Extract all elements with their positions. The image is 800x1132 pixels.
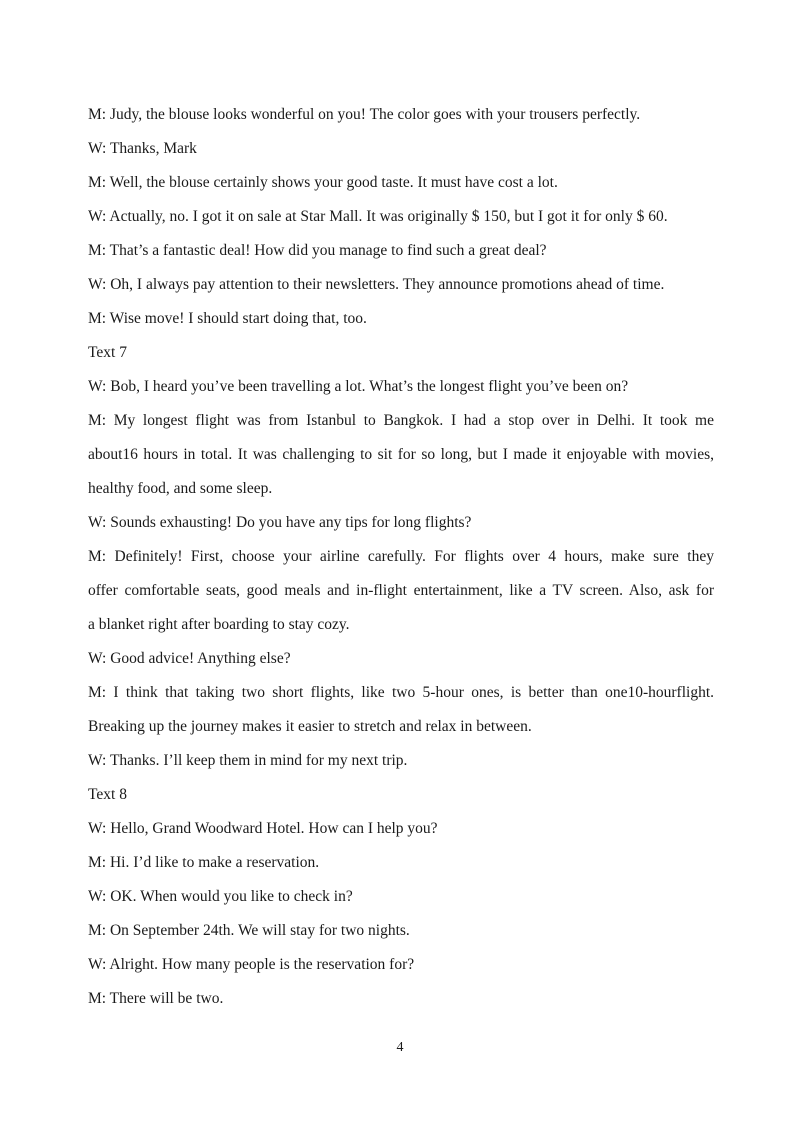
text-line: M: Wise move! I should start doing that, too. <box>88 310 367 327</box>
text-line: M: Judy, the blouse looks wonderful on you! The color goes with your trousers perfectly. <box>88 106 641 123</box>
text-line: M: I think that taking two short flights, like two 5-hour ones, is better than one10-hourflight. <box>88 684 714 701</box>
text-line: offer comfortable seats, good meals and in-flight entertainment, like a TV screen. Also, ask for <box>88 582 714 599</box>
text-line: M: On September 24th. We will stay for two nights. <box>88 922 410 939</box>
page-number: 4 <box>396 1040 404 1055</box>
text-line: W: Sounds exhausting! Do you have any tips for long flights? <box>88 514 472 531</box>
text-line: W: Thanks, Mark <box>88 140 197 157</box>
text-line: W: Actually, no. I got it on sale at Star Mall. It was originally $ 150, but I got it for only $ 60. <box>88 208 668 225</box>
text-line: M: Hi. I’d like to make a reservation. <box>88 854 320 871</box>
text-line: about16 hours in total. It was challenging to sit for so long, but I made it enjoyable with movies, <box>88 446 714 463</box>
text-line: Text 7 <box>88 344 127 361</box>
text-line: W: Hello, Grand Woodward Hotel. How can I help you? <box>88 820 438 837</box>
text-line: W: Thanks. I’ll keep them in mind for my next trip. <box>88 752 408 769</box>
text-line: M: There will be two. <box>88 990 224 1007</box>
text-line: Text 8 <box>88 786 127 803</box>
text-line: W: OK. When would you like to check in? <box>88 888 353 905</box>
text-line: a blanket right after boarding to stay cozy. <box>88 616 350 633</box>
text-line: M: Definitely! First, choose your airline carefully. For flights over 4 hours, make sure they <box>88 548 714 565</box>
text-line: W: Good advice! Anything else? <box>88 650 291 667</box>
dialogue-text <box>88 103 714 1021</box>
text-line: W: Alright. How many people is the reservation for? <box>88 956 415 973</box>
text-line: M: My longest flight was from Istanbul to Bangkok. I had a stop over in Delhi. It took me <box>88 412 714 429</box>
text-line: M: That’s a fantastic deal! How did you manage to find such a great deal? <box>88 242 547 259</box>
text-line: W: Oh, I always pay attention to their newsletters. They announce promotions ahead of time. <box>88 276 665 293</box>
text-line: Breaking up the journey makes it easier to stretch and relax in between. <box>88 718 532 735</box>
text-line: W: Bob, I heard you’ve been travelling a lot. What’s the longest flight you’ve been on? <box>88 378 629 395</box>
text-line: healthy food, and some sleep. <box>88 480 273 497</box>
text-line: M: Well, the blouse certainly shows your good taste. It must have cost a lot. <box>88 174 558 191</box>
